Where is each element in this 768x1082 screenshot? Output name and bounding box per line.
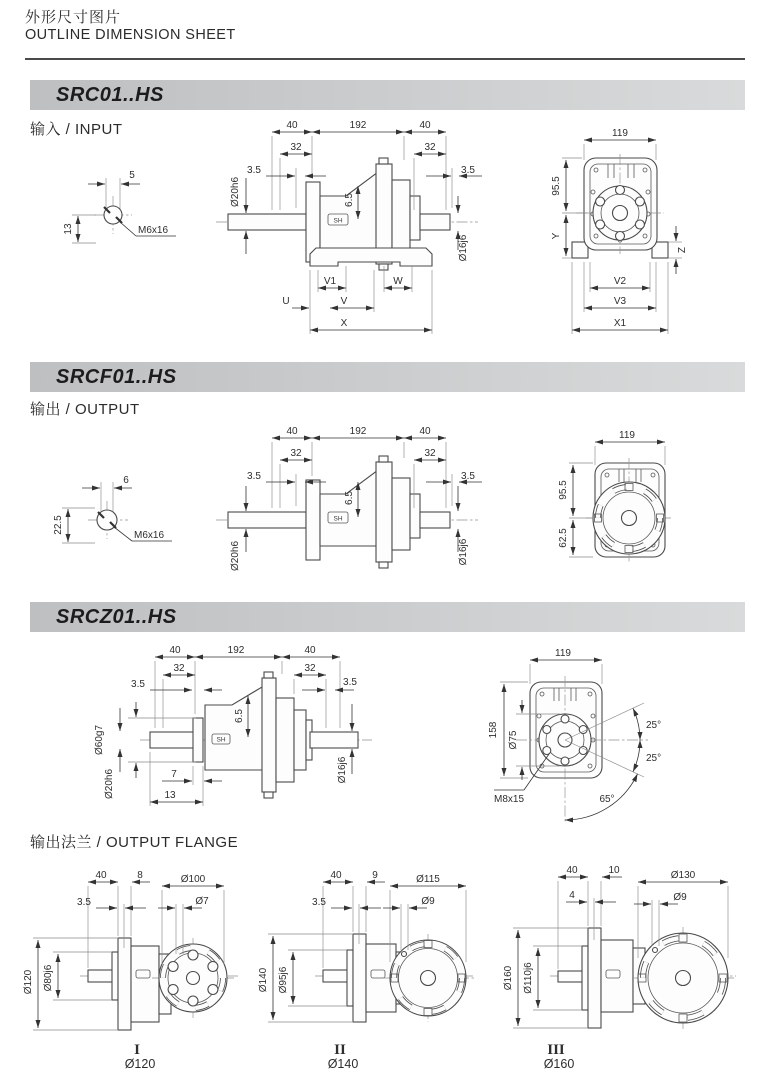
banner-src01 xyxy=(30,80,745,110)
dim-label: 9 xyxy=(372,870,378,881)
dim-label: 40 xyxy=(286,426,298,437)
dim-label: 6.5 xyxy=(234,709,245,723)
srcz01-side-view xyxy=(94,645,372,806)
dim-label: Ø75 xyxy=(508,730,519,750)
srcf01-shaft-detail xyxy=(53,475,172,543)
dim-label: V2 xyxy=(613,276,627,287)
dim-label: Ø140 xyxy=(258,967,269,993)
dim-label: Ø60g7 xyxy=(94,724,105,756)
dim-label: X1 xyxy=(613,318,627,329)
dim-label: U xyxy=(282,296,290,307)
dim-label: Ø16j6 xyxy=(458,538,469,566)
srcf01-side-view xyxy=(216,426,482,571)
dim-label: Ø20h6 xyxy=(230,540,241,572)
pilot-boss xyxy=(193,718,203,762)
dim-label: 10 xyxy=(608,865,620,876)
input-shaft xyxy=(150,732,195,748)
dim-label: Ø115 xyxy=(416,874,440,885)
flange-2-group xyxy=(258,870,474,1070)
dim-label: Ø9 xyxy=(673,892,687,903)
output-shaft xyxy=(310,732,358,748)
bell-flange xyxy=(306,480,320,560)
drawing-srcz01 xyxy=(0,644,768,826)
dim-label: 65° xyxy=(599,794,615,805)
rear-housing xyxy=(392,478,410,550)
rear-housing xyxy=(392,180,410,252)
dim-label: Ø95j6 xyxy=(278,966,289,994)
dim-label: Ø20h6 xyxy=(230,176,241,208)
src01-front-view xyxy=(551,128,688,334)
src01-shaft-detail xyxy=(63,170,176,243)
thread-label: M8x15 xyxy=(494,794,525,805)
thread-label: M6x16 xyxy=(138,225,169,236)
pilot-boss xyxy=(347,950,353,1006)
thread-label: M6x16 xyxy=(134,530,165,541)
flange-size: Ø160 xyxy=(543,1057,575,1070)
dim-label: Ø120 xyxy=(23,969,34,995)
srcf01-front-dimensions xyxy=(558,463,593,557)
page-title-en: OUTLINE DIMENSION SHEET xyxy=(25,27,236,43)
dim-label: 40 xyxy=(169,645,181,656)
drawing-srcf01-output xyxy=(0,424,768,594)
dim-label: 192 xyxy=(349,120,367,131)
output-shaft-left xyxy=(228,512,306,528)
dim-label: 40 xyxy=(286,120,298,131)
dim-label: Ø16j6 xyxy=(337,756,348,784)
dim-label: 40 xyxy=(330,870,342,881)
flange-numeral: II xyxy=(334,1042,346,1058)
src01-side-view xyxy=(216,120,482,334)
output-shaft xyxy=(420,214,450,230)
shaft-right xyxy=(420,512,450,528)
dim-label: 40 xyxy=(304,645,316,656)
brand-logo: SH xyxy=(216,736,226,744)
dim-label: V1 xyxy=(323,276,337,287)
banner-srcf01 xyxy=(30,362,745,392)
dim-label: Z xyxy=(677,246,688,254)
dim-label: 13 xyxy=(63,223,74,235)
dim-label: 32 xyxy=(304,663,316,674)
dim-label: 192 xyxy=(349,426,367,437)
dim-label: Ø7 xyxy=(195,896,209,907)
dim-label: 32 xyxy=(173,663,185,674)
dim-label: 22.5 xyxy=(53,515,64,535)
dim-label: 62.5 xyxy=(558,528,569,548)
center-bore xyxy=(187,972,200,985)
dim-label: Ø130 xyxy=(670,870,696,881)
flange-plate xyxy=(118,938,131,1030)
dim-label: Ø80j6 xyxy=(43,964,54,992)
srcf01-front-view xyxy=(558,430,672,562)
subtitle-input: 输入 / INPUT xyxy=(30,121,123,138)
dim-label: Ø16j6 xyxy=(458,234,469,262)
center-bore xyxy=(421,971,436,986)
flange-plate xyxy=(353,934,366,1022)
dim-label: 3.5 xyxy=(247,165,261,176)
dim-label: 158 xyxy=(488,721,499,739)
gearbox-body xyxy=(320,172,380,248)
page-title-cn: 外形尺寸图片 xyxy=(25,9,122,26)
dim-label: 192 xyxy=(227,645,245,656)
dim-label: 6.5 xyxy=(344,193,355,207)
dim-label: 3.5 xyxy=(461,165,475,176)
dim-label: W xyxy=(393,276,403,287)
banner-src01-label: SRC01..HS xyxy=(56,83,164,106)
dim-label: 4 xyxy=(569,890,575,901)
drawing-output-flanges xyxy=(0,856,768,1070)
dim-label: 25° xyxy=(646,753,662,764)
dim-label: Ø9 xyxy=(421,896,435,907)
mounting-foot xyxy=(310,248,432,266)
dim-label: 7 xyxy=(171,769,177,780)
dim-label: 40 xyxy=(419,120,431,131)
dim-label: 6 xyxy=(123,475,129,486)
banner-srcz01-label: SRCZ01..HS xyxy=(56,605,177,628)
dim-label: 40 xyxy=(419,426,431,437)
srcz01-front-view xyxy=(488,648,661,822)
subtitle-output: 输出 / OUTPUT xyxy=(30,401,140,418)
header-rule xyxy=(25,58,745,60)
dim-label: 3.5 xyxy=(461,471,475,482)
brand-logo: SH xyxy=(333,515,343,523)
dim-label: Y xyxy=(551,232,562,240)
banner-srcz01 xyxy=(30,602,745,632)
flange-numeral: I xyxy=(134,1042,140,1058)
dim-label: 95.5 xyxy=(551,176,562,196)
dim-label: 40 xyxy=(566,865,578,876)
dim-label: Ø20h6 xyxy=(104,768,115,800)
banner-srcf01-label: SRCF01..HS xyxy=(56,365,177,388)
dim-label: 3.5 xyxy=(247,471,261,482)
dim-label: V xyxy=(340,296,348,307)
dim-label: 119 xyxy=(555,648,571,659)
dim-label: 95.5 xyxy=(558,480,569,500)
output-flange-column xyxy=(376,462,392,562)
dim-label: 13 xyxy=(164,790,176,801)
center-bore xyxy=(676,971,691,986)
dim-label: 8 xyxy=(137,870,143,881)
dim-label: 3.5 xyxy=(131,679,145,690)
dim-label: 3.5 xyxy=(343,677,357,688)
dim-label: 32 xyxy=(424,142,436,153)
dim-label: 6.5 xyxy=(344,491,355,505)
shaft-bore xyxy=(622,511,637,526)
drawing-src01-input xyxy=(0,116,768,356)
dim-label: X xyxy=(340,318,348,329)
dim-label: Ø160 xyxy=(503,965,514,991)
dim-label: V3 xyxy=(613,296,627,307)
dim-label: 32 xyxy=(290,448,302,459)
dim-label: 119 xyxy=(612,128,628,139)
dim-label: 119 xyxy=(619,430,635,441)
dim-label: 25° xyxy=(646,720,662,731)
flange-3-face xyxy=(632,870,734,1029)
brand-logo: SH xyxy=(333,217,343,225)
flange-1-group xyxy=(23,870,238,1070)
dim-label: Ø100 xyxy=(180,874,206,885)
gearbox-body xyxy=(205,687,264,770)
dim-label: 3.5 xyxy=(312,897,326,908)
flange-1-face xyxy=(152,874,234,1018)
dim-label: 32 xyxy=(290,142,302,153)
dim-label: Ø110j6 xyxy=(523,962,534,994)
dim-label: 3.5 xyxy=(77,897,91,908)
flange-2-face xyxy=(383,874,474,1022)
dim-label: 5 xyxy=(129,170,135,181)
gearbox-stub xyxy=(131,946,159,1022)
flange-numeral: III xyxy=(547,1042,565,1058)
dim-label: 32 xyxy=(424,448,436,459)
flange-size: Ø140 xyxy=(327,1057,359,1070)
flange-plate xyxy=(588,928,601,1028)
output-flange-column xyxy=(262,678,276,792)
rear-housing xyxy=(276,698,294,782)
dim-label: 40 xyxy=(95,870,107,881)
input-shaft xyxy=(228,214,306,230)
flange-3-group xyxy=(503,865,736,1070)
pilot-boss xyxy=(112,952,118,1000)
flange-size: Ø120 xyxy=(124,1057,156,1070)
gearbox-body xyxy=(320,470,380,546)
pilot-boss xyxy=(582,946,588,1010)
shaft-bore xyxy=(613,206,628,221)
subtitle-output-flange: 输出法兰 / OUTPUT FLANGE xyxy=(30,834,239,851)
